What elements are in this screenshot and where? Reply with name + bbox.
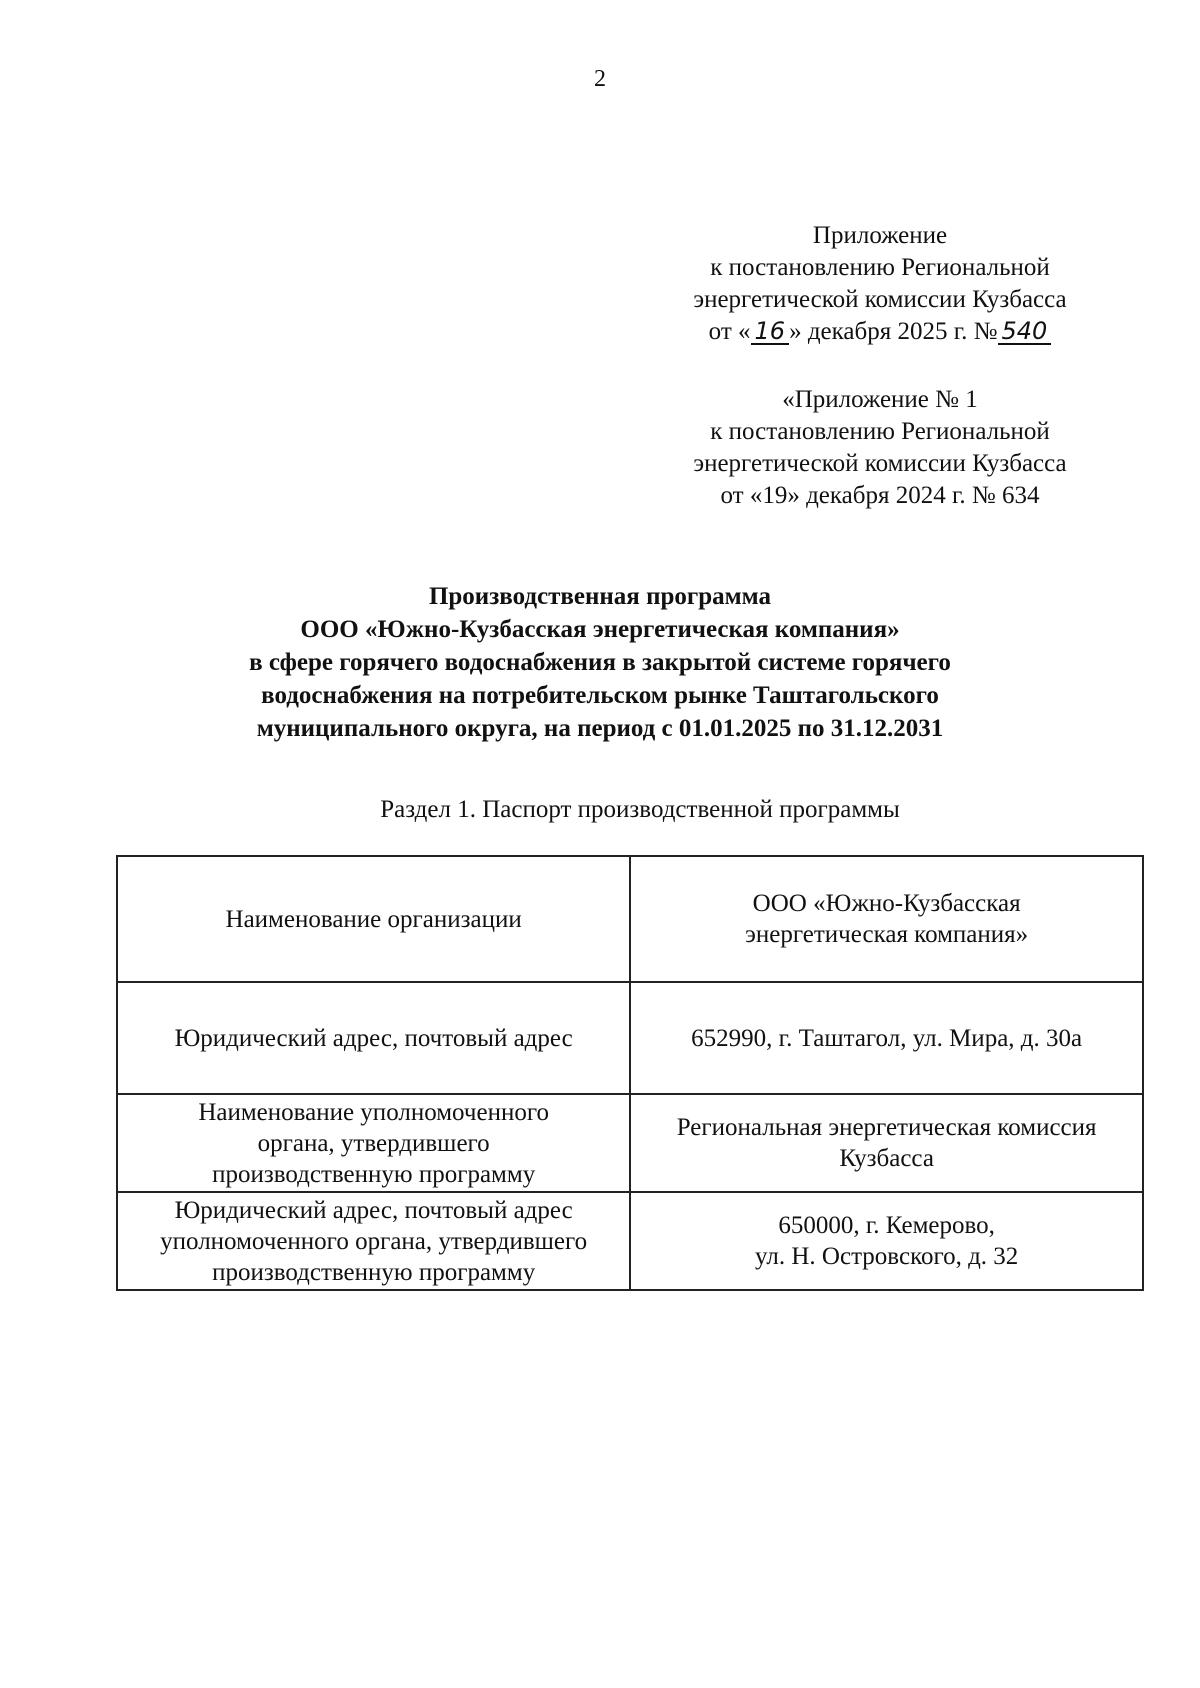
label-cell: Юридический адрес, почтовый адрес уполномоченного органа, утвердившего производственную программу — [117, 1192, 630, 1290]
passport-table — [116, 855, 1144, 1291]
table-row — [117, 1094, 1143, 1192]
title-line-5: муниципального округа, на период с 01.01.2025 по 31.12.2031 — [256, 715, 944, 742]
table-row — [117, 982, 1143, 1094]
date-prefix: от « — [708, 318, 751, 345]
appendix-block-original — [660, 384, 1100, 512]
appendix-block-current — [660, 220, 1100, 348]
value-cell: Региональная энергетическая комиссия Кузбасса — [630, 1094, 1143, 1192]
table-row — [117, 856, 1143, 982]
appendix-resolution-line: к постановлению Региональной — [710, 418, 1050, 445]
date-middle: » декабря 2025 г. № — [789, 318, 998, 345]
appendix-resolution-line: к постановлению Региональной — [710, 254, 1050, 281]
appendix-commission-line: энергетической комиссии Кузбасса — [693, 450, 1067, 477]
label-cell: Наименование уполномоченного органа, утвердившего производственную программу — [117, 1094, 630, 1192]
value-cell: 650000, г. Кемерово, ул. Н. Островского, д. 32 — [630, 1192, 1143, 1290]
title-line-3: в сфере горячего водоснабжения в закрытой системе горячего — [249, 649, 951, 676]
section-heading: Раздел 1. Паспорт производственной программы — [380, 796, 900, 823]
appendix-date-line — [660, 316, 1100, 348]
value-cell: ООО «Южно-Кузбасская энергетическая компания» — [630, 856, 1143, 982]
page-number: 2 — [594, 66, 606, 92]
appendix-title: Приложение — [812, 222, 948, 249]
title-line-2: ООО «Южно-Кузбасская энергетическая компания» — [300, 616, 900, 643]
label-cell: Наименование организации — [117, 856, 630, 982]
table-row — [117, 1192, 1143, 1290]
value-cell: 652990, г. Таштагол, ул. Мира, д. 30а — [630, 982, 1143, 1094]
handwritten-number: 540 — [998, 319, 1052, 345]
title-line-1: Производственная программа — [428, 583, 772, 610]
appendix-commission-line: энергетической комиссии Кузбасса — [693, 286, 1067, 313]
title-line-4: водоснабжения на потребительском рынке Таштагольского — [261, 682, 939, 709]
label-cell: Юридический адрес, почтовый адрес — [117, 982, 630, 1094]
document-title — [130, 580, 1070, 745]
handwritten-day: 16 — [751, 319, 790, 345]
appendix-date-line: от «19» декабря 2024 г. № 634 — [720, 482, 1040, 509]
appendix-title: «Приложение № 1 — [782, 386, 978, 413]
